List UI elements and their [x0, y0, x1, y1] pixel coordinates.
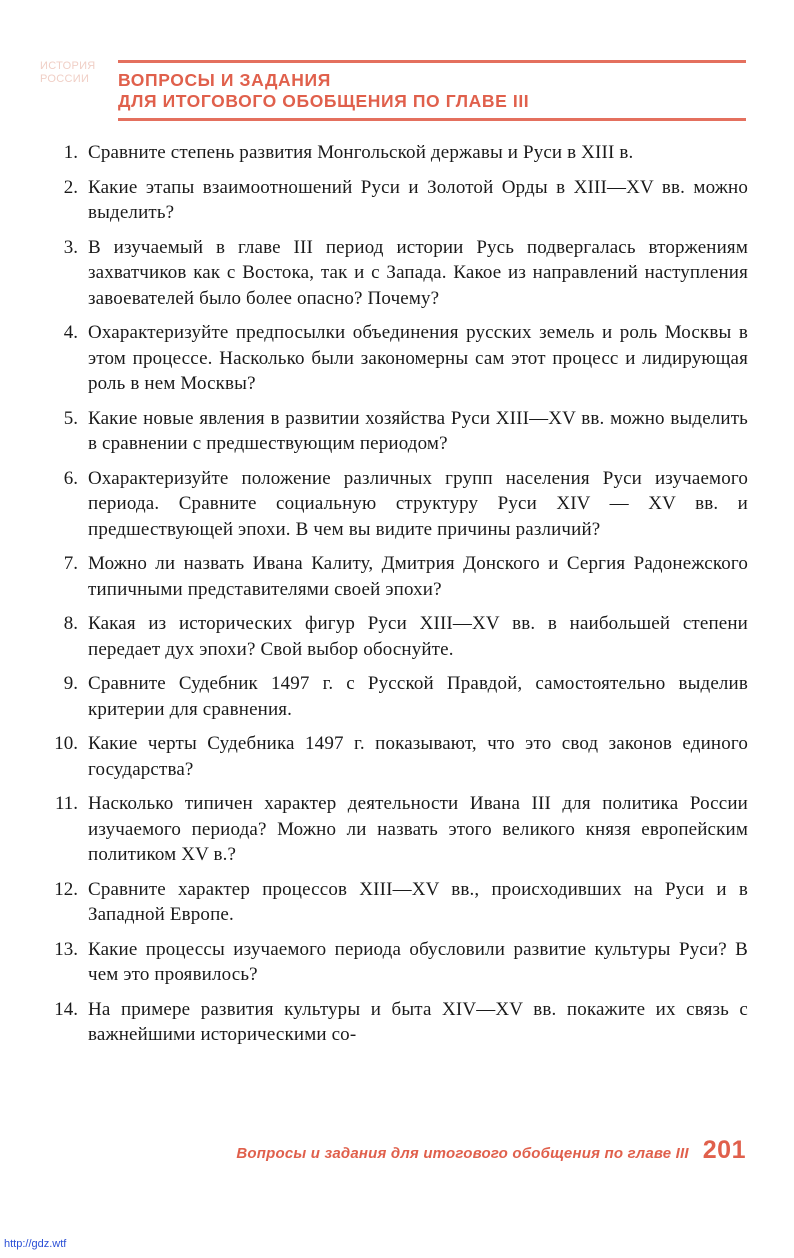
- question-text: Охарактеризуйте положение различных групп населения Руси изучаемого периода. Сравните социальную структуру Руси XIV — XV вв. и предшествующей эпохи. В чем вы видите причины различий?: [88, 467, 748, 540]
- question-number: 11.: [54, 793, 78, 814]
- list-item: [48, 877, 748, 928]
- list-item: [48, 466, 748, 543]
- list-item: [48, 731, 748, 782]
- question-text: Сравните Судебник 1497 г. с Русской Правдой, самостоятельно выделив критерии для сравнения.: [88, 673, 748, 720]
- question-number: 13.: [54, 938, 78, 960]
- question-text: Насколько типичен характер деятельности Ивана III для политика России изучаемого периода? Можно ли назвать этого великого князя европейским политиком XV в.?: [88, 793, 748, 865]
- header-top-rule: [118, 60, 746, 63]
- question-text: Сравните степень развития Монгольской державы и Руси в XIII в.: [88, 142, 634, 163]
- question-number: 10.: [54, 733, 78, 754]
- list-item: [48, 671, 748, 722]
- question-text: Сравните характер процессов XIII—XV вв., происходивших на Руси и в Западной Европе.: [88, 878, 748, 925]
- watermark-link[interactable]: http://gdz.wtf: [4, 1238, 67, 1250]
- question-number: 7.: [63, 553, 78, 574]
- question-number: 14.: [54, 998, 78, 1020]
- question-number: 6.: [63, 467, 78, 489]
- question-number: 12.: [54, 878, 78, 900]
- question-text: Какие черты Судебника 1497 г. показывают, что это свод законов единого государства?: [88, 733, 748, 780]
- page-footer: [48, 1136, 746, 1165]
- question-number: 9.: [63, 673, 78, 694]
- footer-chapter-label: Вопросы и задания для итогового обобщения по главе III: [236, 1145, 689, 1162]
- list-item: [48, 611, 748, 662]
- question-text: Какие процессы изучаемого периода обусловили развитие культуры Руси? В чем это проявилось?: [88, 938, 748, 985]
- question-text: В изучаемый в главе III период истории Русь подвергалась вторжениям захватчиков как с Востока, так и с Запада. Какое из направлений наступления завоевателей было более опасно? Почему?: [88, 236, 748, 309]
- list-item: [48, 140, 748, 166]
- list-item: [48, 320, 748, 397]
- question-number: 8.: [63, 613, 78, 634]
- questions-list: [48, 140, 748, 1057]
- question-number: 5.: [63, 407, 78, 429]
- page-title-line-1: ВОПРОСЫ И ЗАДАНИЯ: [118, 70, 331, 90]
- question-number: 3.: [63, 236, 78, 258]
- question-text: На примере развития культуры и быта XIV—XV вв. покажите их связь с важнейшими историческими со-: [88, 998, 748, 1045]
- question-text: Какие новые явления в развитии хозяйства Руси XIII—XV вв. можно выделить в сравнении с предшествующим периодом?: [88, 407, 748, 454]
- question-text: Какая из исторических фигур Руси XIII—XV вв. в наибольшей степени передает дух эпохи? Свой выбор обоснуйте.: [88, 613, 748, 660]
- page-title: [118, 70, 746, 112]
- question-number: 4.: [63, 322, 78, 343]
- list-item: [48, 791, 748, 868]
- list-item: [48, 175, 748, 226]
- list-item: [48, 551, 748, 602]
- list-item: [48, 235, 748, 312]
- list-item: [48, 997, 748, 1048]
- bleed-through-text: ИСТОРИЯ РОССИИ: [40, 60, 96, 85]
- page-title-line-2: ДЛЯ ИТОГОВОГО ОБОБЩЕНИЯ ПО ГЛАВЕ III: [118, 91, 530, 111]
- list-item: [48, 937, 748, 988]
- list-item: [48, 406, 748, 457]
- page-number: 201: [702, 1136, 746, 1164]
- header-bottom-rule: [118, 118, 746, 121]
- question-number: 2.: [63, 176, 78, 198]
- question-text: Можно ли назвать Ивана Калиту, Дмитрия Донского и Сергия Радонежского типичными представителями своей эпохи?: [88, 553, 748, 600]
- question-number: 1.: [63, 142, 78, 163]
- question-text: Охарактеризуйте предпосылки объединения русских земель и роль Москвы в этом процессе. Насколько были закономерны сам этот процесс и лидирующая роль в нем Москвы?: [88, 322, 748, 394]
- question-text: Какие этапы взаимоотношений Руси и Золотой Орды в XIII—XV вв. можно выделить?: [88, 176, 748, 223]
